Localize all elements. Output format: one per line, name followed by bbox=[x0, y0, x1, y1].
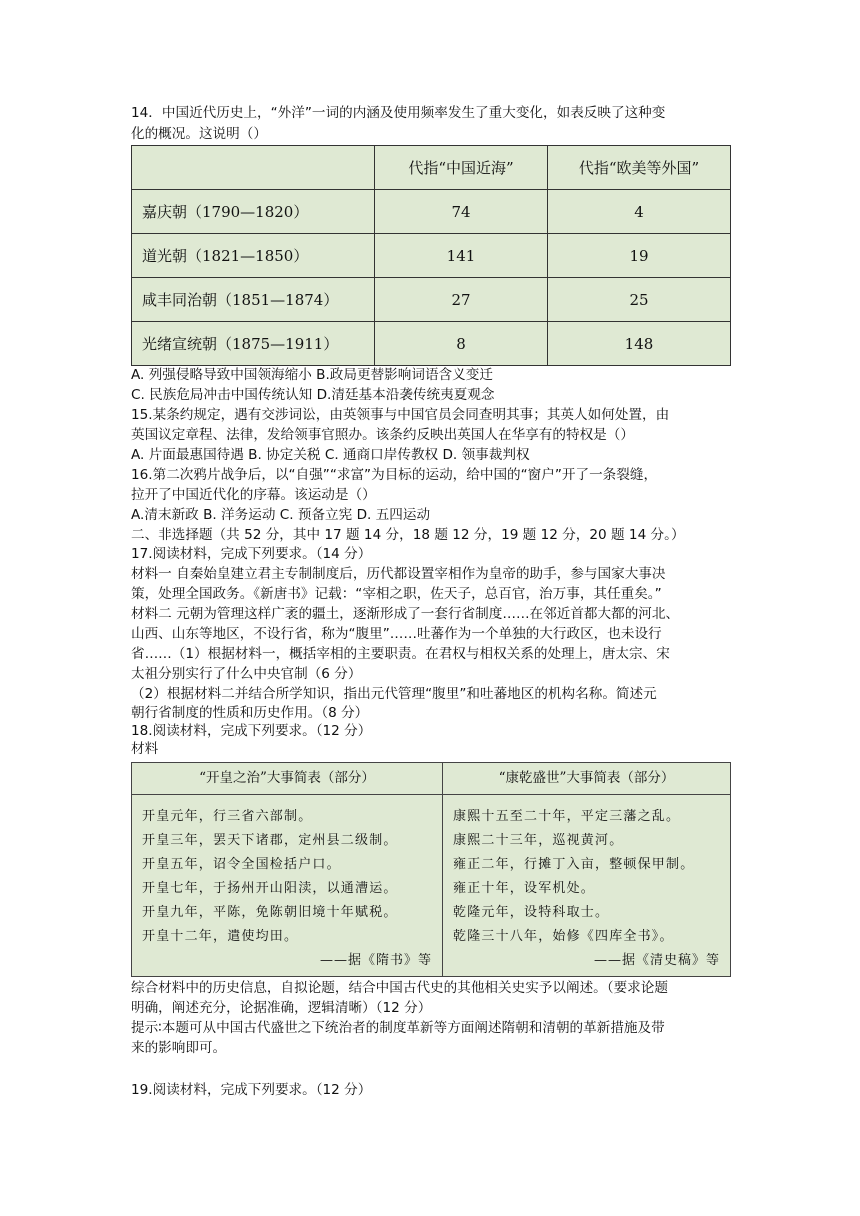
section-heading: 二、非选择题（共 52 分，其中 17 题 14 分，18 题 12 分，19 题 12 分，20 题 14 分。） bbox=[131, 527, 685, 543]
q18-events-table bbox=[131, 762, 731, 977]
q17-material-line3: 材料二 元朝为管理这样广袤的疆土，逐渐形成了一套行省制度……在邻近首都大都的河北、 bbox=[131, 606, 680, 622]
list-item: 开皇七年，于扬州开山阳渎，以通漕运。 bbox=[142, 881, 398, 896]
q17-title: 17.阅读材料，完成下列要求。（14 分） bbox=[131, 546, 372, 562]
q18-requirement-line2: 明确，阐述充分，论据准确，逻辑清晰）（12 分） bbox=[131, 1000, 432, 1016]
list-item: 雍正二年，行摊丁入亩，整顿保甲制。 bbox=[453, 857, 695, 872]
q18-hint-line2: 来的影响即可。 bbox=[131, 1040, 227, 1056]
table-header-cell: 代指“中国近海” bbox=[375, 146, 548, 190]
row-value-foreign: 4 bbox=[548, 190, 731, 234]
q17-material-line1: 材料一 自秦始皇建立君主专制制度后，历代都设置宰相作为皇帝的助手，参与国家大事决 bbox=[131, 566, 666, 582]
qing-column bbox=[443, 763, 730, 976]
q14-options-line1: A. 列强侵略导致中国领海缩小 B.政局更替影响词语含义变迁 bbox=[131, 367, 493, 383]
q16-options: A.清末新政 B. 洋务运动 C. 预备立宪 D. 五四运动 bbox=[131, 507, 431, 523]
row-value-foreign: 148 bbox=[548, 322, 731, 366]
q15-stem-line2: 英国议定章程、法律，发给领事官照办。该条约反映出英国人在华享有的特权是（） bbox=[131, 427, 634, 443]
list-item: 开皇五年，诏令全国检括户口。 bbox=[142, 857, 341, 872]
q18-hint-line1: 提示∶本题可从中国古代盛世之下统治者的制度革新等方面阐述隋朝和清朝的革新措施及带 bbox=[131, 1020, 665, 1036]
row-value-foreign: 19 bbox=[548, 234, 731, 278]
q18-material-label: 材料 bbox=[131, 741, 159, 757]
list-item: 康熙二十三年，巡视黄河。 bbox=[453, 833, 624, 848]
table-corner-cell bbox=[132, 146, 375, 190]
q15-options: A. 片面最惠国待遇 B. 协定关税 C. 通商口岸传教权 D. 领事裁判权 bbox=[131, 447, 530, 463]
list-item: 乾隆三十八年，始修《四库全书》。 bbox=[453, 929, 674, 944]
q16-stem-line1: 16.第二次鸦片战争后，以“自强”“求富”为目标的运动，给中国的“窗户”开了一条裂缝， bbox=[131, 467, 658, 483]
q14-table bbox=[131, 145, 731, 366]
q17-question-line1: （2）根据材料二并结合所学知识，指出元代管理“腹里”和吐蕃地区的机构名称。简述元 bbox=[131, 686, 657, 702]
row-value-coast: 74 bbox=[375, 190, 548, 234]
q14-stem-line1: 14．中国近代历史上，“外洋”一词的内涵及使用频率发生了重大变化，如表反映了这种变 bbox=[131, 105, 666, 121]
sui-column bbox=[132, 763, 443, 976]
qing-source-note: ——据《清史稿》等 bbox=[593, 953, 720, 968]
q17-question-line2: 朝行省制度的性质和历史作用。（8 分） bbox=[131, 705, 369, 721]
list-item: 开皇元年，行三省六部制。 bbox=[142, 809, 313, 824]
table-header-row bbox=[132, 146, 731, 190]
list-item: 乾隆元年，设特科取士。 bbox=[453, 905, 610, 920]
table-row bbox=[132, 190, 731, 234]
row-label: 咸丰同治朝（1851—1874） bbox=[132, 278, 375, 322]
q17-material-line5: 省……（1）根据材料一，概括宰相的主要职责。在君权与相权关系的处理上，唐太宗、宋 bbox=[131, 646, 670, 662]
q16-stem-line2: 拉开了中国近代化的序幕。该运动是（） bbox=[131, 487, 376, 503]
q17-material-line2: 策，处理全国政务。《新唐书》记载：“宰相之职，佐天子，总百官，治万事，其任重矣。” bbox=[131, 586, 662, 602]
q15-stem-line1: 15.某条约规定，遇有交涉词讼，由英领事与中国官员会同查明其事；其英人如何处置，由 bbox=[131, 407, 670, 423]
q18-title: 18.阅读材料，完成下列要求。（12 分） bbox=[131, 723, 372, 739]
row-value-coast: 27 bbox=[375, 278, 548, 322]
row-label: 光绪宣统朝（1875—1911） bbox=[132, 322, 375, 366]
table-header-cell: 代指“欧美等外国” bbox=[548, 146, 731, 190]
list-item: 开皇三年，罢天下诸郡，定州县二级制。 bbox=[142, 833, 398, 848]
row-label: 嘉庆朝（1790—1820） bbox=[132, 190, 375, 234]
q18-requirement-line1: 综合材料中的历史信息，自拟论题，结合中国古代史的其他相关史实予以阐述。（要求论题 bbox=[131, 980, 668, 996]
sui-source-note: ——据《隋书》等 bbox=[319, 953, 432, 968]
table-row bbox=[132, 234, 731, 278]
q17-material-line6: 太祖分别实行了什么中央官制（6 分） bbox=[131, 666, 362, 682]
sui-column-heading: “开皇之治”大事简表（部分） bbox=[132, 763, 442, 795]
q14-stem-line2: 化的概况。这说明（） bbox=[131, 126, 267, 142]
q19-title: 19.阅读材料，完成下列要求。（12 分） bbox=[131, 1082, 372, 1098]
row-label: 道光朝（1821—1850） bbox=[132, 234, 375, 278]
q14-options-line2: C. 民族危局冲击中国传统认知 D.清廷基本沿袭传统夷夏观念 bbox=[131, 387, 495, 403]
table-row bbox=[132, 278, 731, 322]
row-value-foreign: 25 bbox=[548, 278, 731, 322]
list-item: 雍正十年，设军机处。 bbox=[453, 881, 596, 896]
list-item: 开皇十二年，遣使均田。 bbox=[142, 929, 299, 944]
qing-column-heading: “康乾盛世”大事简表（部分） bbox=[443, 763, 730, 795]
table-row bbox=[132, 322, 731, 366]
row-value-coast: 8 bbox=[375, 322, 548, 366]
row-value-coast: 141 bbox=[375, 234, 548, 278]
list-item: 康熙十五至二十年，平定三藩之乱。 bbox=[453, 809, 681, 824]
list-item: 开皇九年，平陈，免陈朝旧境十年赋税。 bbox=[142, 905, 398, 920]
q17-material-line4: 山西、山东等地区，不设行省，称为“腹里”……吐蕃作为一个单独的大行政区，也未设行 bbox=[131, 626, 662, 642]
